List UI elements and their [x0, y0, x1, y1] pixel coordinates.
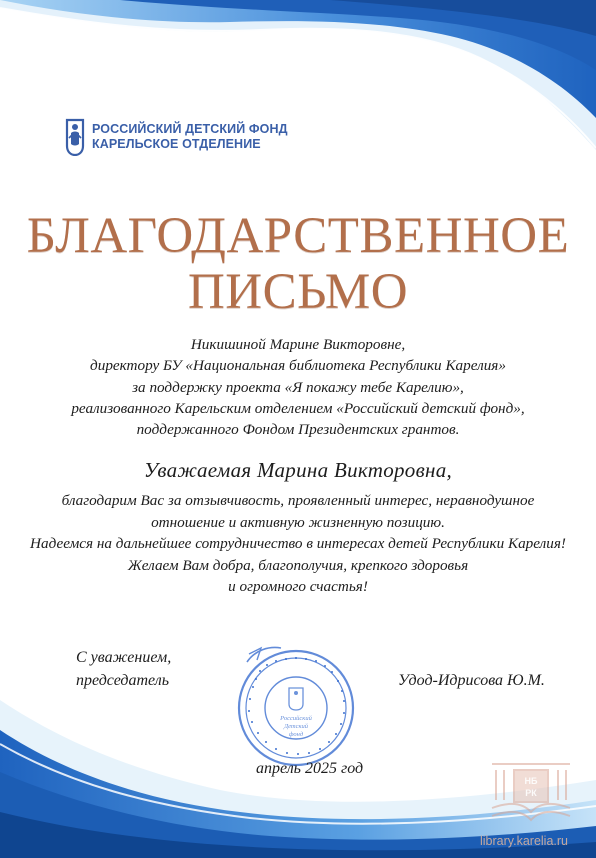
svg-text:фонд: фонд	[288, 731, 304, 738]
letter-body	[0, 490, 596, 598]
closing-phrase: С уважением,	[76, 649, 172, 666]
foundation-emblem-icon	[64, 118, 86, 156]
signature-closing	[76, 646, 171, 692]
title-line2: ПИСЬМО	[187, 264, 409, 320]
org-logo	[64, 118, 288, 156]
body-line: благодарим Вас за отзывчивость, проявленный интерес, неравнодушное	[61, 492, 535, 509]
svg-text:РК: РК	[525, 788, 537, 798]
body-line: Желаем Вам добра, благополучия, крепкого здоровья	[127, 556, 469, 574]
svg-text:НБ: НБ	[524, 776, 538, 786]
title-line1: БЛАГОДАРСТВЕННОЕ	[26, 208, 570, 264]
library-watermark-logo	[488, 756, 574, 826]
document-date: апрель 2025 год	[256, 760, 364, 777]
recipient-block	[0, 334, 596, 440]
org-name-line1: РОССИЙСКИЙ ДЕТСКИЙ ФОНД	[92, 122, 288, 136]
org-name	[92, 122, 288, 152]
watermark-url: library.karelia.ru	[480, 834, 568, 848]
body-line: отношение и активную жизненную позицию.	[151, 513, 445, 531]
round-seal-stamp	[231, 640, 361, 770]
recipient-line: за поддержку проекта «Я покажу тебе Карелию»,	[132, 378, 464, 396]
signer-name: Удод-Идрисова Ю.М.	[398, 672, 545, 689]
recipient-line: директору БУ «Национальная библиотека Республики Карелия»	[90, 357, 506, 375]
body-line: Надеемся на дальнейшее сотрудничество в интересах детей Республики Карелия!	[30, 535, 566, 552]
salutation: Уважаемая Марина Викторовна,	[143, 458, 453, 482]
recipient-line: поддержанного Фондом Президентских грантов.	[136, 421, 460, 439]
svg-text:Детский: Детский	[283, 723, 309, 730]
signer-position: председатель	[76, 672, 169, 689]
recipient-line: Никишиной Марине Викторовне,	[190, 336, 406, 353]
recipient-line: реализованного Карельским отделением «Российский детский фонд»,	[71, 399, 525, 417]
body-line: и огромного счастья!	[228, 578, 368, 595]
org-name-line2: КАРЕЛЬСКОЕ ОТДЕЛЕНИЕ	[92, 137, 261, 151]
document-title	[0, 208, 596, 320]
svg-text:Российский: Российский	[280, 715, 312, 722]
